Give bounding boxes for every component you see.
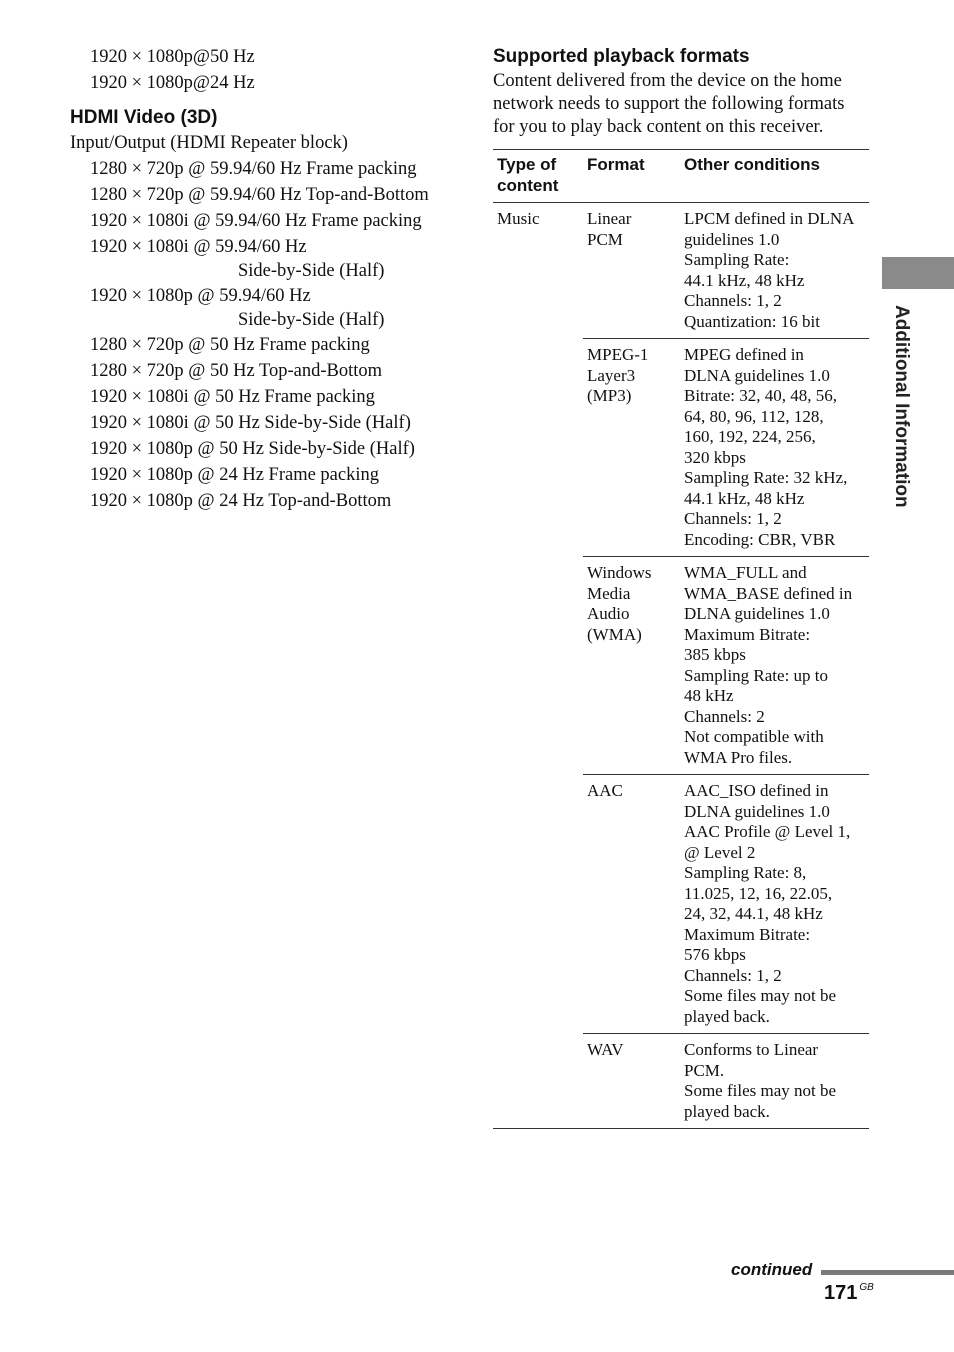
format-line: (WMA) bbox=[587, 624, 642, 644]
condition-line: Some files may not be bbox=[684, 986, 837, 1005]
condition-line: LPCM defined in DLNA bbox=[684, 209, 855, 228]
resolution-line: 1920 × 1080p@50 Hz bbox=[90, 47, 255, 67]
resolution-line: 1280 × 720p @ 50 Hz Top-and-Bottom bbox=[90, 361, 383, 381]
condition-line: DLNA guidelines 1.0 bbox=[684, 801, 830, 821]
condition-line: Channels: 1, 2 bbox=[684, 291, 782, 310]
condition-line: Maximum Bitrate: bbox=[684, 624, 811, 644]
resolution-line: 1280 × 720p @ 50 Hz Frame packing bbox=[90, 335, 370, 355]
conditions-cell bbox=[680, 775, 869, 1034]
condition-line: 44.1 kHz, 48 kHz bbox=[684, 270, 805, 290]
content-type-cell: Music bbox=[493, 203, 583, 1129]
page-suffix: GB bbox=[859, 1282, 874, 1293]
format-cell bbox=[583, 557, 680, 775]
resolution-line: 1920 × 1080p @ 59.94/60 Hz bbox=[90, 286, 311, 306]
resolution-line-continued: Side-by-Side (Half) bbox=[238, 310, 385, 330]
table-header-row bbox=[493, 150, 869, 203]
condition-line: DLNA guidelines 1.0 bbox=[684, 604, 830, 623]
format-line: MPEG-1 bbox=[587, 345, 649, 364]
resolution-line: 1920 × 1080p @ 24 Hz Frame packing bbox=[90, 465, 379, 485]
resolution-line: 1280 × 720p @ 59.94/60 Hz Frame packing bbox=[90, 159, 417, 179]
condition-line: played back. bbox=[684, 1006, 770, 1026]
format-line: Audio bbox=[587, 604, 630, 623]
condition-line: MPEG defined in bbox=[684, 345, 804, 364]
formats-table bbox=[493, 149, 869, 1129]
intro-line: for you to play back content on this receiver. bbox=[493, 117, 824, 137]
section-tab-marker bbox=[882, 257, 954, 289]
condition-line: Encoding: CBR, VBR bbox=[684, 529, 836, 549]
condition-line: Bitrate: 32, 40, 48, 56, bbox=[684, 386, 837, 405]
side-label-text: Additional Information bbox=[891, 305, 912, 508]
format-line: Linear bbox=[587, 209, 632, 228]
resolution-line: 1920 × 1080i @ 59.94/60 Hz Frame packing bbox=[90, 211, 422, 231]
condition-line: Channels: 1, 2 bbox=[684, 965, 782, 985]
hdmi-video-3d-heading: HDMI Video (3D) bbox=[70, 107, 218, 128]
condition-line: Some files may not be bbox=[684, 1081, 837, 1100]
header-text: content bbox=[497, 176, 559, 195]
continued-bar bbox=[821, 1270, 954, 1275]
condition-line: played back. bbox=[684, 1101, 770, 1121]
conditions-cell bbox=[680, 339, 869, 557]
condition-line: AAC Profile @ Level 1, bbox=[684, 822, 851, 841]
condition-line: 48 kHz bbox=[684, 686, 734, 705]
resolution-line: 1920 × 1080p @ 50 Hz Side-by-Side (Half) bbox=[90, 439, 415, 459]
header-type-of-content bbox=[493, 150, 583, 203]
resolution-line: 1920 × 1080i @ 50 Hz Frame packing bbox=[90, 387, 375, 407]
format-line: (MP3) bbox=[587, 386, 632, 405]
condition-line: Conforms to Linear bbox=[684, 1040, 819, 1059]
resolution-line: 1920 × 1080p@24 Hz bbox=[90, 73, 255, 93]
condition-line: 385 kbps bbox=[684, 645, 746, 664]
header-other-conditions: Other conditions bbox=[680, 150, 869, 203]
left-column bbox=[70, 44, 470, 514]
continued-label: continued bbox=[731, 1260, 813, 1279]
condition-line: WMA Pro files. bbox=[684, 747, 793, 767]
condition-line: @ Level 2 bbox=[684, 842, 756, 862]
resolution-line: 1920 × 1080i @ 59.94/60 Hz bbox=[90, 237, 307, 257]
condition-line: DLNA guidelines 1.0 bbox=[684, 365, 830, 385]
condition-line: Channels: 2 bbox=[684, 706, 765, 726]
condition-line: Quantization: 16 bit bbox=[684, 311, 820, 331]
condition-line: PCM. bbox=[684, 1060, 725, 1080]
format-cell bbox=[583, 775, 680, 1034]
condition-line: Not compatible with bbox=[684, 727, 824, 746]
format-cell bbox=[583, 1034, 680, 1129]
right-column bbox=[493, 44, 869, 139]
format-line: Media bbox=[587, 583, 631, 603]
format-line: Layer3 bbox=[587, 365, 636, 385]
condition-line: WMA_BASE defined in bbox=[684, 583, 853, 603]
condition-line: Sampling Rate: 8, bbox=[684, 863, 807, 882]
condition-line: 11.025, 12, 16, 22.05, bbox=[684, 883, 833, 903]
resolution-line: 1920 × 1080i @ 50 Hz Side-by-Side (Half) bbox=[90, 413, 411, 433]
condition-line: 320 kbps bbox=[684, 447, 746, 467]
condition-line: 576 kbps bbox=[684, 945, 746, 964]
page-number bbox=[824, 1282, 874, 1305]
header-text: Type of bbox=[497, 155, 557, 174]
header-format: Format bbox=[583, 150, 680, 203]
condition-line: Sampling Rate: up to bbox=[684, 665, 829, 685]
conditions-cell bbox=[680, 557, 869, 775]
condition-line: WMA_FULL and bbox=[684, 563, 807, 582]
format-cell bbox=[583, 339, 680, 557]
resolution-line-continued: Side-by-Side (Half) bbox=[238, 261, 385, 281]
format-line: PCM bbox=[587, 229, 623, 249]
supported-formats-heading: Supported playback formats bbox=[493, 46, 750, 67]
format-line: WAV bbox=[587, 1040, 624, 1059]
condition-line: 24, 32, 44.1, 48 kHz bbox=[684, 904, 823, 923]
condition-line: 44.1 kHz, 48 kHz bbox=[684, 488, 805, 508]
page-number-value: 171 bbox=[824, 1282, 858, 1304]
condition-line: 160, 192, 224, 256, bbox=[684, 427, 816, 446]
conditions-cell bbox=[680, 203, 869, 339]
intro-line: network needs to support the following formats bbox=[493, 94, 845, 114]
condition-line: Maximum Bitrate: bbox=[684, 924, 811, 944]
intro-paragraph bbox=[493, 70, 869, 139]
resolution-line: 1280 × 720p @ 59.94/60 Hz Top-and-Bottom bbox=[90, 185, 429, 205]
condition-line: AAC_ISO defined in bbox=[684, 781, 829, 800]
condition-line: Sampling Rate: bbox=[684, 250, 790, 269]
format-line: Windows bbox=[587, 563, 652, 582]
resolution-line: 1920 × 1080p @ 24 Hz Top-and-Bottom bbox=[90, 491, 392, 511]
intro-line: Content delivered from the device on the home bbox=[493, 71, 842, 91]
condition-line: guidelines 1.0 bbox=[684, 229, 780, 249]
conditions-cell bbox=[680, 1034, 869, 1129]
format-cell bbox=[583, 203, 680, 339]
condition-line: 64, 80, 96, 112, 128, bbox=[684, 406, 824, 426]
condition-line: Channels: 1, 2 bbox=[684, 509, 782, 528]
condition-line: Sampling Rate: 32 kHz, bbox=[684, 468, 848, 487]
table-row bbox=[493, 203, 869, 339]
io-label: Input/Output (HDMI Repeater block) bbox=[70, 133, 348, 153]
section-side-label bbox=[886, 305, 916, 535]
format-line: AAC bbox=[587, 781, 623, 800]
